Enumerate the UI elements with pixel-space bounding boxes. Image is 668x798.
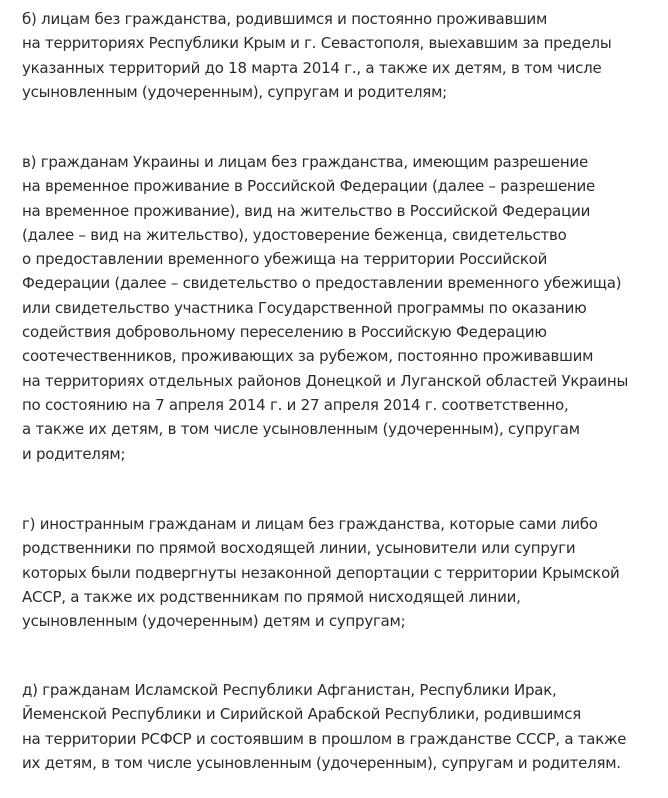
paragraph-line: на территориях Республики Крым и г. Севастополя, выехавшим за пределы <box>22 34 612 53</box>
paragraph-line: указанных территорий до 18 марта 2014 г., а также их детям, в том числе <box>22 58 602 77</box>
paragraph-line: г) иностранным гражданам и лицам без гражданства, которые сами либо <box>22 515 598 533</box>
paragraph-line: а также их детям, в том числе усыновленным (удочеренным), супругам <box>22 420 580 439</box>
paragraph-line: на территориях отдельных районов Донецкой и Луганской областей Украины <box>22 371 629 390</box>
paragraph-line: Федерации (далее – свидетельство о предоставлении временного убежища) <box>22 274 622 293</box>
paragraph-line: усыновленным (удочеренным) детям и супругам; <box>22 612 406 631</box>
paragraph-line: АССР, а также их родственникам по прямой нисходящей линии, <box>22 587 521 606</box>
paragraph-line: Йеменской Республики и Сирийской Арабской Республики, родившимся <box>22 705 582 724</box>
paragraph-line: усыновленным (удочеренным), супругам и родителям; <box>22 82 447 101</box>
paragraph-line: содействия добровольному переселению в Российскую Федерацию <box>22 323 547 342</box>
paragraph-d <box>22 678 626 775</box>
paragraph-line: б) лицам без гражданства, родившимся и постоянно проживавшим <box>22 10 548 28</box>
paragraph-line: соотечественников, проживающих за рубежом, постоянно проживавшим <box>22 347 594 366</box>
paragraph-line: по состоянию на 7 апреля 2014 г. и 27 апреля 2014 г. соответственно, <box>22 395 569 414</box>
paragraph-line: или свидетельство участника Государственной программы по оказанию <box>22 298 587 317</box>
paragraph-line: на территории РСФСР и состоявшим в прошлом в гражданстве СССР, а также <box>22 729 627 748</box>
paragraph-b <box>22 7 611 104</box>
paragraph-line: которых были подвергнуты незаконной депортации с территории Крымской <box>22 563 620 582</box>
paragraph-line: в) гражданам Украины и лицам без гражданства, имеющим разрешение <box>22 153 588 171</box>
paragraph-line: и родителям; <box>22 444 126 463</box>
paragraph-line: родственники по прямой восходящей линии, усыновители или супруги <box>22 539 576 558</box>
paragraph-line: д) гражданам Исламской Республики Афганистан, Республики Ирак, <box>22 681 557 699</box>
paragraph-v <box>22 150 628 466</box>
paragraph-g <box>22 512 620 633</box>
paragraph-line: (далее – вид на жительство), удостоверение беженца, свидетельство <box>22 225 567 244</box>
paragraph-line: их детям, в том числе усыновленным (удочеренным), супругам и родителям. <box>22 753 621 772</box>
paragraph-line: на временное проживание), вид на жительство в Российской Федерации <box>22 201 591 220</box>
paragraph-line: на временное проживание в Российской Федерации (далее – разрешение <box>22 177 595 196</box>
paragraph-line: о предоставлении временного убежища на территории Российской <box>22 250 548 269</box>
